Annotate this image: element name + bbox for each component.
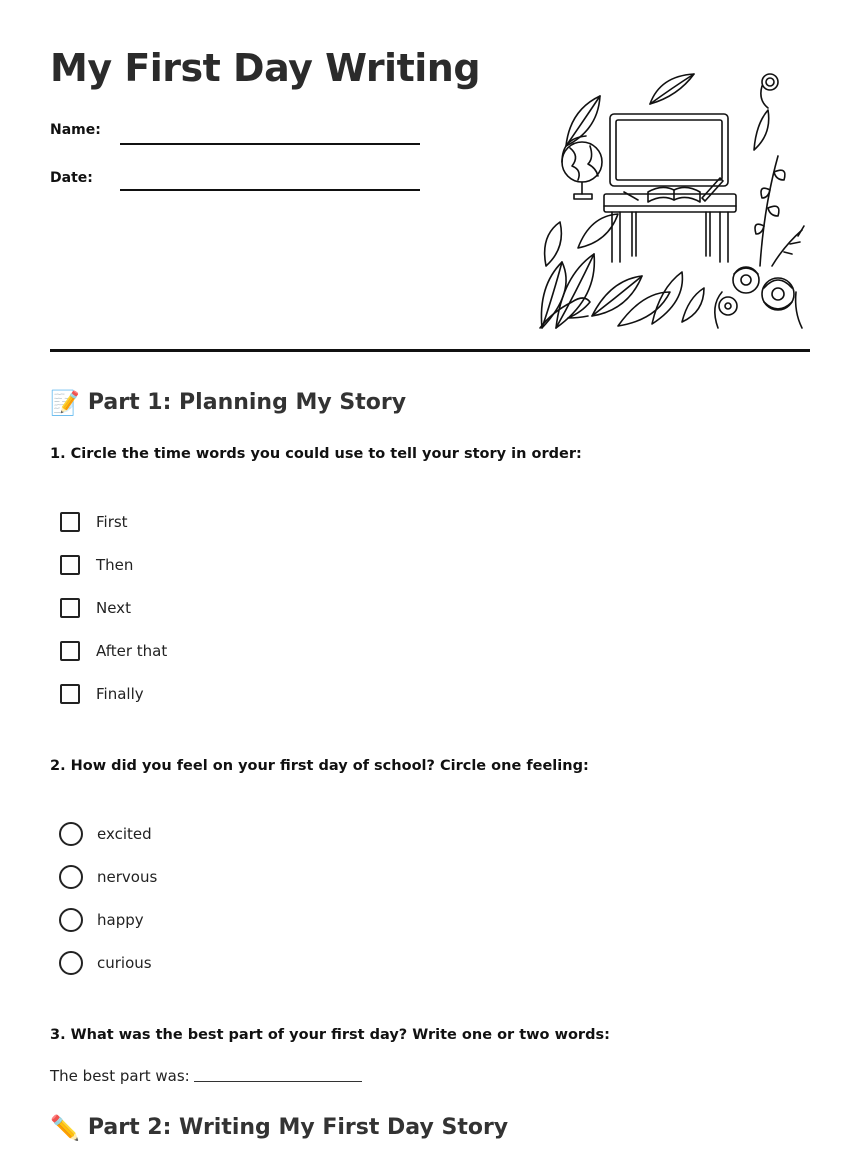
option-label: Next bbox=[96, 599, 131, 617]
option-label: nervous bbox=[97, 868, 158, 886]
option-label: Finally bbox=[96, 685, 144, 703]
checkbox[interactable] bbox=[60, 598, 80, 618]
feeling-option[interactable] bbox=[60, 908, 144, 932]
header-divider bbox=[50, 349, 810, 352]
radio-circle[interactable] bbox=[59, 865, 83, 889]
answer-prompt: The best part was: bbox=[50, 1067, 190, 1085]
date-field[interactable] bbox=[120, 189, 420, 191]
radio-circle[interactable] bbox=[59, 822, 83, 846]
name-field[interactable] bbox=[120, 143, 420, 145]
answer-blank[interactable] bbox=[194, 1081, 362, 1082]
time-word-option[interactable] bbox=[60, 682, 144, 706]
classroom-illustration bbox=[532, 66, 810, 334]
part2-heading-text: Part 2: Writing My First Day Story bbox=[87, 1115, 509, 1140]
time-word-option[interactable] bbox=[60, 553, 133, 577]
time-word-option[interactable] bbox=[60, 510, 128, 534]
option-label: curious bbox=[97, 954, 152, 972]
part1-heading-text: Part 1: Planning My Story bbox=[87, 390, 407, 415]
best-part-answer bbox=[50, 1067, 362, 1085]
feeling-option[interactable] bbox=[60, 951, 152, 975]
part1-heading bbox=[50, 390, 406, 415]
option-label: excited bbox=[97, 825, 152, 843]
part2-heading bbox=[50, 1115, 508, 1140]
checkbox[interactable] bbox=[60, 684, 80, 704]
option-label: After that bbox=[96, 642, 168, 660]
time-word-option[interactable] bbox=[60, 596, 131, 620]
time-word-option[interactable] bbox=[60, 639, 167, 663]
checkbox[interactable] bbox=[60, 641, 80, 661]
question-2: 2. How did you feel on your first day of school? Circle one feeling: bbox=[50, 758, 589, 774]
question-1: 1. Circle the time words you could use to tell your story in order: bbox=[50, 446, 582, 462]
question-3: 3. What was the best part of your first day? Write one or two words: bbox=[50, 1027, 610, 1043]
date-label: Date: bbox=[50, 170, 93, 186]
checkbox[interactable] bbox=[60, 512, 80, 532]
checkbox[interactable] bbox=[60, 555, 80, 575]
option-label: Then bbox=[96, 556, 134, 574]
option-label: First bbox=[96, 513, 128, 531]
worksheet-title: My First Day Writing bbox=[50, 46, 481, 90]
name-label: Name: bbox=[50, 122, 101, 138]
radio-circle[interactable] bbox=[59, 908, 83, 932]
radio-circle[interactable] bbox=[59, 951, 83, 975]
option-label: happy bbox=[97, 911, 144, 929]
feeling-option[interactable] bbox=[60, 822, 152, 846]
feeling-option[interactable] bbox=[60, 865, 157, 889]
memo-icon: 📝 bbox=[50, 388, 80, 417]
pencil-icon: ✏️ bbox=[50, 1113, 80, 1142]
